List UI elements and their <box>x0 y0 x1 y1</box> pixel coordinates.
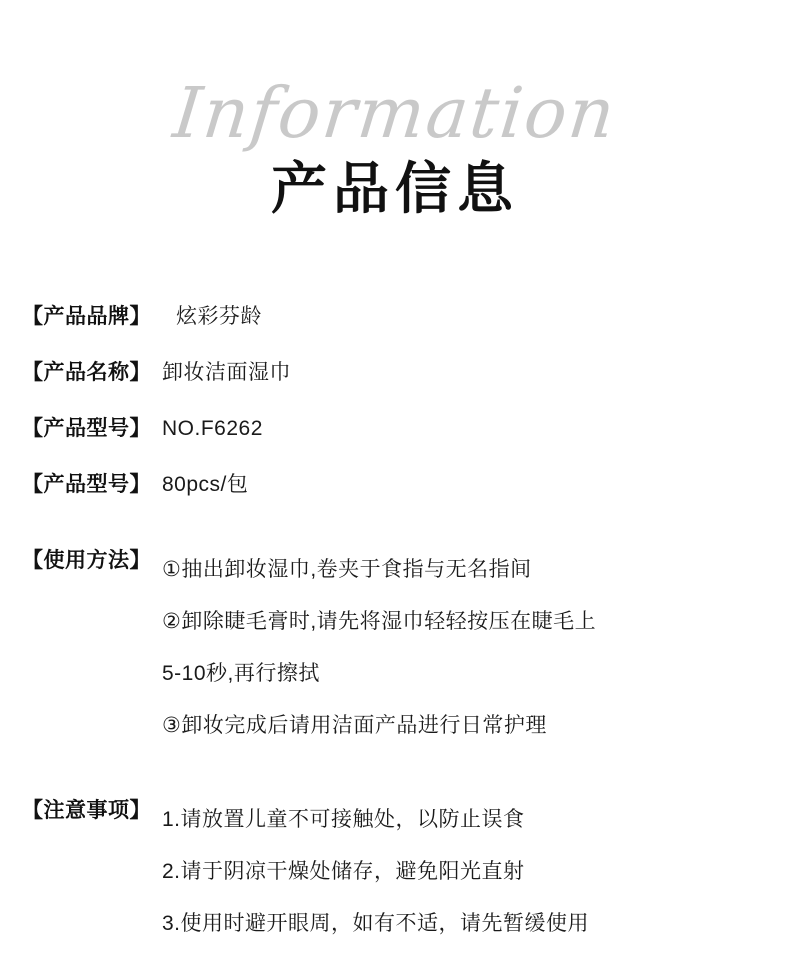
info-value-model: NO.F6262 <box>162 417 263 440</box>
info-label-usage: 【使用方法】 <box>22 549 151 572</box>
product-info-section <box>0 300 790 974</box>
section-spacer <box>0 526 790 544</box>
info-value-usage <box>162 544 790 752</box>
info-value-quantity: 80pcs/包 <box>162 473 249 496</box>
info-row-notice <box>0 794 790 950</box>
info-label-name: 【产品名称】 <box>22 361 151 384</box>
notice-line-2: 2.请于阴凉干燥处储存，避免阳光直射 <box>162 860 525 883</box>
info-value-brand: 炫彩芬龄 <box>176 305 262 328</box>
info-row-quantity <box>0 468 790 502</box>
decorative-script-title: Information <box>169 72 621 154</box>
notice-line-3: 3.使用时避开眼周，如有不适，请先暂缓使用 <box>162 912 590 935</box>
info-label-notice: 【注意事项】 <box>22 799 151 822</box>
info-row-usage <box>0 544 790 752</box>
info-row-brand <box>0 300 790 334</box>
usage-line-4: ③卸妆完成后请用洁面产品进行日常护理 <box>162 714 547 737</box>
info-value-name: 卸妆洁面湿巾 <box>162 361 291 384</box>
info-row-name <box>0 356 790 390</box>
notice-line-1: 1.请放置儿童不可接触处，以防止误食 <box>162 808 525 831</box>
usage-line-1: ①抽出卸妆湿巾,卷夹于食指与无名指间 <box>162 558 532 581</box>
info-label-brand: 【产品品牌】 <box>22 305 151 328</box>
info-row-model <box>0 412 790 446</box>
info-label-quantity: 【产品型号】 <box>22 473 151 496</box>
page-header <box>0 0 790 250</box>
info-value-notice <box>162 794 790 950</box>
page-title: 产品信息 <box>271 157 519 222</box>
section-spacer-2 <box>0 776 790 794</box>
info-label-model: 【产品型号】 <box>22 417 151 440</box>
usage-line-3: 5-10秒,再行擦拭 <box>162 662 320 685</box>
usage-line-2: ②卸除睫毛膏时,请先将湿巾轻轻按压在睫毛上 <box>162 610 597 633</box>
